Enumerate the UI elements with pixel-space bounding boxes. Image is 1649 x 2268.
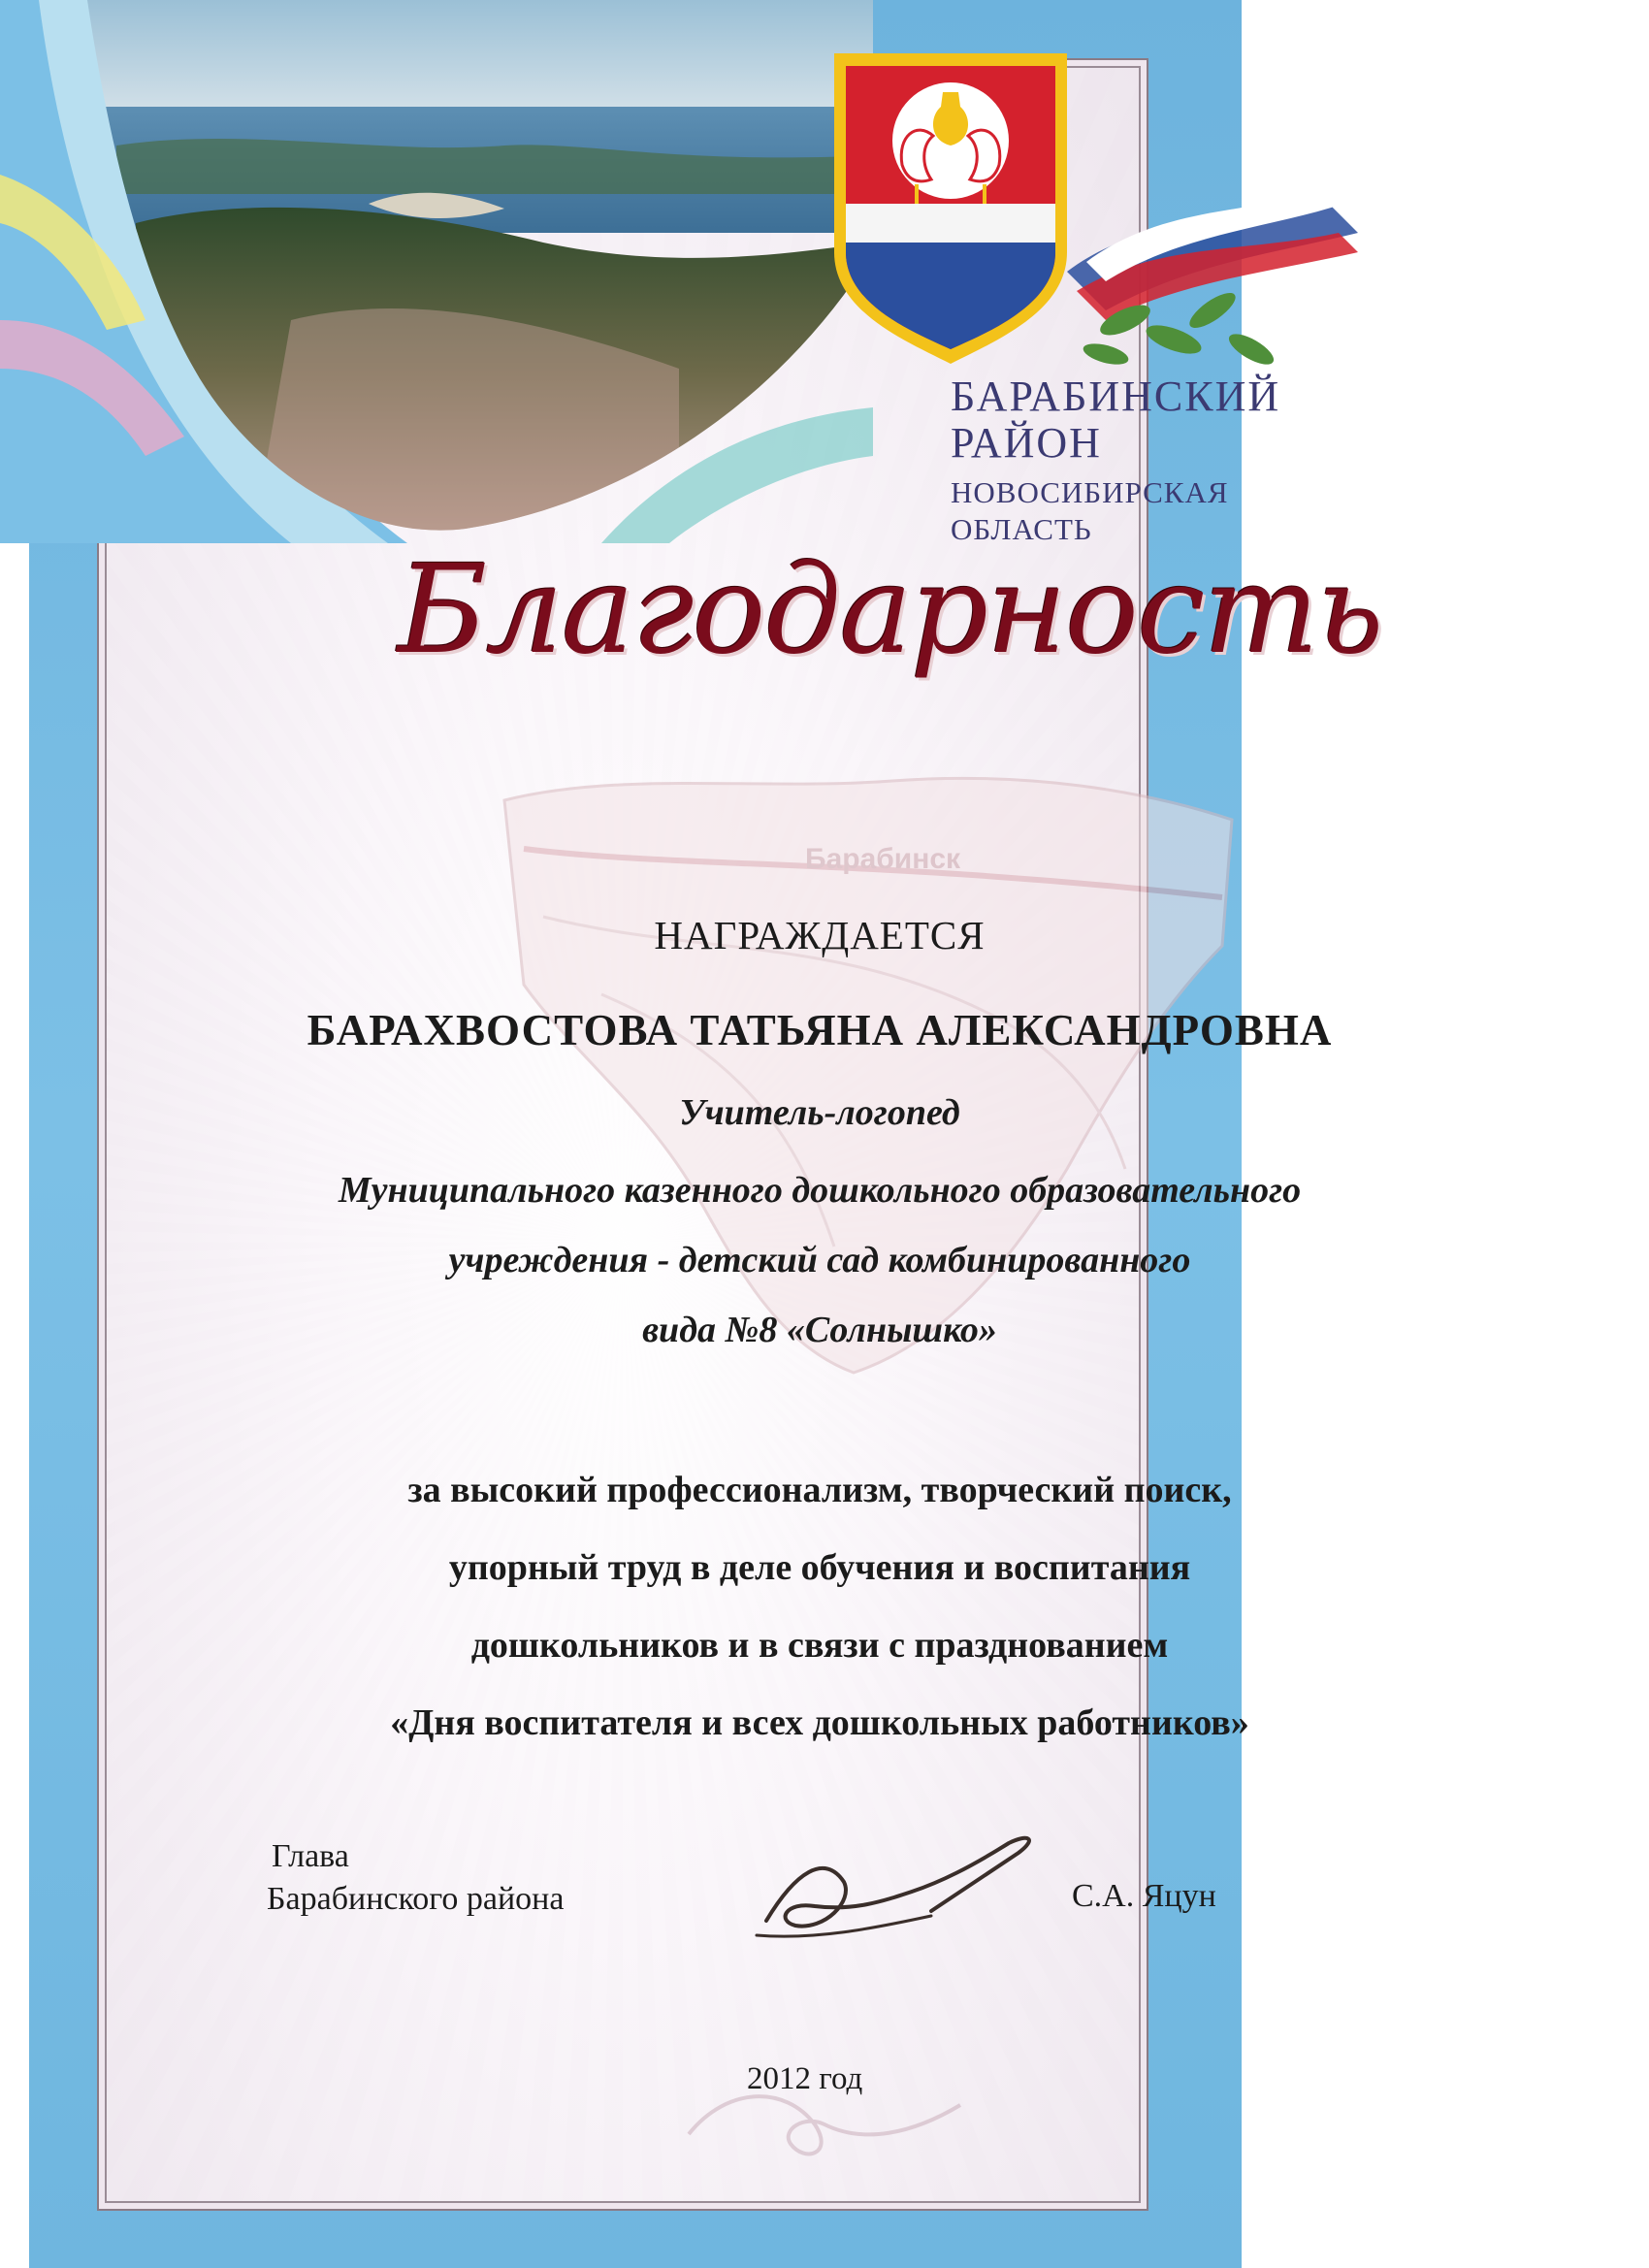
signatory-title bbox=[267, 1835, 564, 1921]
certificate-title: Благодарность bbox=[398, 538, 1382, 681]
laurel-branch bbox=[1067, 194, 1377, 378]
region-name-line2: РАЙОН bbox=[951, 419, 1102, 467]
oblast-name-line1: НОВОСИБИРСКАЯ bbox=[951, 475, 1229, 509]
region-block bbox=[951, 373, 1358, 548]
region-name-line1: БАРАБИНСКИЙ bbox=[951, 373, 1281, 420]
signatory-title-line1: Глава bbox=[272, 1838, 349, 1874]
reason-line-3: дошкольников и в связи с празднованием bbox=[470, 1625, 1169, 1666]
handwritten-signature bbox=[737, 1814, 1048, 1960]
map-label: Барабинск bbox=[805, 843, 961, 875]
reason-line-4: «Дня воспитателя и всех дошкольных работников» bbox=[390, 1702, 1249, 1743]
oblast-name-line2: ОБЛАСТЬ bbox=[951, 512, 1092, 546]
reason-line-1: за высокий профессионализм, творческий поиск, bbox=[407, 1470, 1232, 1510]
signatory-name: С.А. Яцун bbox=[1072, 1878, 1216, 1914]
district-map-watermark bbox=[485, 761, 1242, 1382]
reason-line-2: упорный труд в деле обучения и воспитания bbox=[448, 1547, 1191, 1588]
organization-line-2: учреждения - детский сад комбинированного bbox=[448, 1240, 1191, 1280]
recipient-position: Учитель-логопед bbox=[679, 1092, 960, 1133]
signatory-title-line2: Барабинского района bbox=[267, 1881, 565, 1917]
recipient-name: БАРАХВОСТОВА ТАТЬЯНА АЛЕКСАНДРОВНА bbox=[307, 1006, 1333, 1054]
coat-of-arms bbox=[824, 49, 1077, 369]
organization-line-1: Муниципального казенного дошкольного образовательного bbox=[338, 1170, 1302, 1211]
awarded-label: НАГРАЖДАЕТСЯ bbox=[654, 913, 986, 957]
organization-line-3: вида №8 «Солнышко» bbox=[642, 1310, 997, 1350]
landscape-photo bbox=[0, 0, 873, 543]
certificate-year: 2012 год bbox=[747, 2061, 863, 2096]
